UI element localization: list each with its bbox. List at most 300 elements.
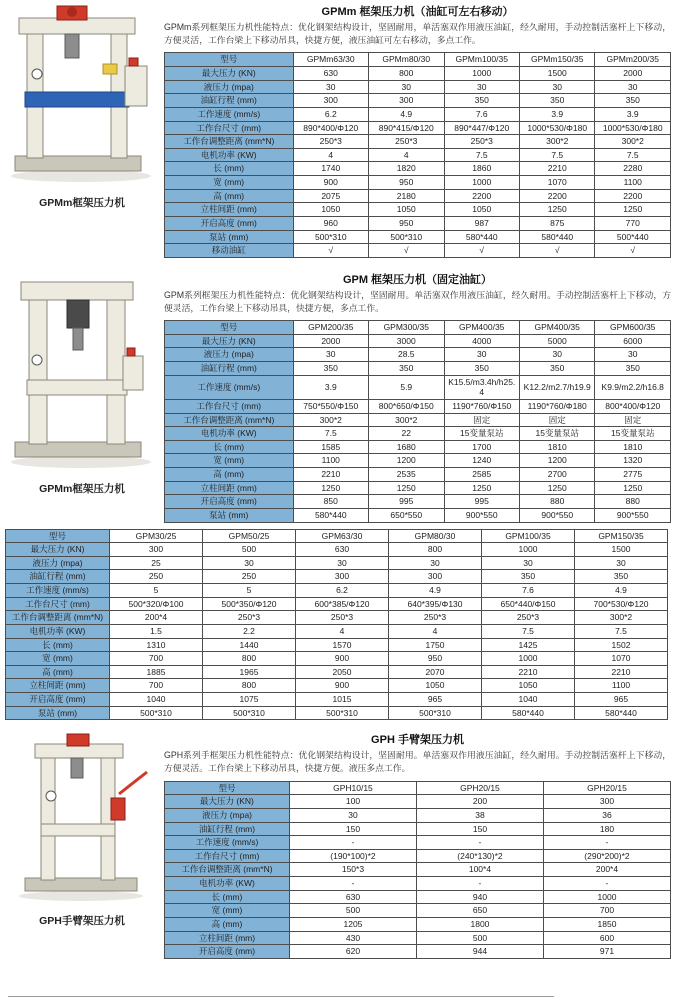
row-label-cell: 立柱间距 (mm) <box>165 203 294 217</box>
value-cell: 100 <box>289 795 416 809</box>
table-row <box>6 543 668 557</box>
value-cell: 300 <box>543 795 670 809</box>
value-cell: 2210 <box>293 468 368 482</box>
value-cell: 300 <box>296 570 389 584</box>
model-name-cell: GPMm150/35 <box>519 53 594 67</box>
value-cell: 950 <box>369 176 444 190</box>
value-cell: 250*3 <box>369 135 444 149</box>
value-cell: 25 <box>110 556 203 570</box>
value-cell: 28.5 <box>369 348 444 362</box>
value-cell: √ <box>293 244 368 258</box>
value-cell: 800*400/Φ120 <box>595 399 671 413</box>
value-cell: 2775 <box>595 468 671 482</box>
value-cell: 350 <box>444 362 519 376</box>
table-row <box>165 890 671 904</box>
row-label-cell: 宽 (mm) <box>165 454 294 468</box>
row-label-cell: 开启高度 (mm) <box>165 216 294 230</box>
value-cell: 700 <box>110 679 203 693</box>
value-cell: 30 <box>203 556 296 570</box>
row-label-cell: 最大压力 (KN) <box>165 67 294 81</box>
value-cell: 180 <box>543 822 670 836</box>
value-cell: 3.9 <box>595 107 671 121</box>
table-row <box>6 652 668 666</box>
value-cell: 1750 <box>389 638 482 652</box>
value-cell: 1440 <box>203 638 296 652</box>
value-cell: 875 <box>519 216 594 230</box>
value-cell: 1800 <box>416 917 543 931</box>
gpm-press-photo <box>0 272 164 477</box>
gph-press-photo <box>0 732 164 909</box>
row-label-cell: 长 (mm) <box>165 162 294 176</box>
table-row <box>165 230 671 244</box>
row-label-cell: 油缸行程 (mm) <box>6 570 110 584</box>
value-cell: 30 <box>444 80 519 94</box>
gph-photo-caption: GPH手臂架压力机 <box>39 915 125 928</box>
gpm-spec-table-host <box>164 320 671 522</box>
spec-table <box>164 781 671 959</box>
value-cell: (290*200)*2 <box>543 849 670 863</box>
value-cell: 4 <box>293 148 368 162</box>
row-label-cell: 工作台尺寸 (mm) <box>6 597 110 611</box>
value-cell: 1100 <box>595 176 671 190</box>
table-row <box>165 67 671 81</box>
row-label-cell: 开启高度 (mm) <box>165 945 290 959</box>
section-gph <box>0 728 673 959</box>
value-cell: 900 <box>293 176 368 190</box>
value-cell: 987 <box>444 216 519 230</box>
row-label-cell: 高 (mm) <box>165 468 294 482</box>
value-cell: 620 <box>289 945 416 959</box>
table-row <box>165 808 671 822</box>
value-cell: 800 <box>203 652 296 666</box>
value-cell: 1000 <box>482 652 575 666</box>
value-cell: 30 <box>595 348 671 362</box>
value-cell: 100*4 <box>416 863 543 877</box>
row-label-cell: 高 (mm) <box>165 189 294 203</box>
value-cell: 630 <box>289 890 416 904</box>
value-cell: 30 <box>575 556 668 570</box>
gph-section-description: GPH系列手框架压力机性能特点：优化钢架结构设计，坚固耐用。单活塞双作用液压油缸，经久耐用。手动控制活塞杆上下移动，方便灵活。工作台梁上下移动吊具，快捷方便。液压多点工作。 <box>164 750 671 774</box>
value-cell: 2210 <box>519 162 594 176</box>
value-cell: - <box>543 877 670 891</box>
value-cell: 800*650/Φ150 <box>369 399 444 413</box>
value-cell: 500*310 <box>110 706 203 720</box>
value-cell: 1820 <box>369 162 444 176</box>
value-cell: 150 <box>289 822 416 836</box>
value-cell: 250*3 <box>296 611 389 625</box>
value-cell: 500*320/Φ100 <box>110 597 203 611</box>
value-cell: 1250 <box>519 203 594 217</box>
value-cell: 30 <box>369 80 444 94</box>
table-row <box>165 822 671 836</box>
value-cell: 2200 <box>444 189 519 203</box>
value-cell: 1040 <box>482 693 575 707</box>
value-cell: 1190*760/Φ150 <box>444 399 519 413</box>
value-cell: 30 <box>289 808 416 822</box>
gph-press-illustration <box>7 732 157 904</box>
value-cell: 5 <box>203 584 296 598</box>
gpm-section-title: GPM 框架压力机（固定油缸） <box>342 273 493 286</box>
value-cell: 15变量泵站 <box>595 427 671 441</box>
value-cell: 固定 <box>519 413 594 427</box>
value-cell: 350 <box>519 94 594 108</box>
table-row <box>6 679 668 693</box>
value-cell: 350 <box>444 94 519 108</box>
row-label-cell: 液压力 (mpa) <box>165 808 290 822</box>
table-row <box>165 121 671 135</box>
model-column-header: 型号 <box>6 529 110 543</box>
table-header-row <box>165 781 671 795</box>
value-cell: 250 <box>110 570 203 584</box>
value-cell: 630 <box>296 543 389 557</box>
value-cell: 30 <box>519 80 594 94</box>
table-row <box>6 638 668 652</box>
value-cell: 1200 <box>519 454 594 468</box>
value-cell: 350 <box>595 94 671 108</box>
value-cell: 1500 <box>519 67 594 81</box>
value-cell: 7.6 <box>444 107 519 121</box>
value-cell: 30 <box>595 80 671 94</box>
value-cell: 300 <box>369 94 444 108</box>
value-cell: 30 <box>296 556 389 570</box>
value-cell: 1190*760/Φ180 <box>519 399 594 413</box>
value-cell: 500*310 <box>369 230 444 244</box>
value-cell: 3.9 <box>519 107 594 121</box>
value-cell: 4 <box>296 624 389 638</box>
value-cell: 5 <box>110 584 203 598</box>
value-cell: 1100 <box>575 679 668 693</box>
section-gpm <box>0 268 673 523</box>
value-cell: 1000 <box>482 543 575 557</box>
value-cell: 300 <box>110 543 203 557</box>
table-header-row <box>165 321 671 335</box>
value-cell: 1250 <box>595 481 671 495</box>
row-label-cell: 油缸行程 (mm) <box>165 362 294 376</box>
value-cell: 1040 <box>110 693 203 707</box>
row-label-cell: 最大压力 (KN) <box>6 543 110 557</box>
table-row <box>165 863 671 877</box>
value-cell: 5.9 <box>369 375 444 399</box>
gpm-photo-column <box>0 268 164 496</box>
row-label-cell: 油缸行程 (mm) <box>165 822 290 836</box>
value-cell: 6000 <box>595 334 671 348</box>
value-cell: 1570 <box>296 638 389 652</box>
value-cell: 1070 <box>519 176 594 190</box>
value-cell: 300*2 <box>595 135 671 149</box>
table-row <box>6 611 668 625</box>
value-cell: 580*440 <box>444 230 519 244</box>
value-cell: 600 <box>543 931 670 945</box>
value-cell: 1240 <box>444 454 519 468</box>
gpmm-spec-table-host <box>164 52 671 257</box>
row-label-cell: 泵站 (mm) <box>165 230 294 244</box>
value-cell: 300 <box>389 570 482 584</box>
value-cell: 1000*530/Φ180 <box>519 121 594 135</box>
value-cell: 1810 <box>595 440 671 454</box>
value-cell: 640*395/Φ130 <box>389 597 482 611</box>
value-cell: 500*310 <box>389 706 482 720</box>
value-cell: 2210 <box>482 665 575 679</box>
value-cell: 1050 <box>293 203 368 217</box>
gph-photo-column <box>0 728 164 928</box>
value-cell: 4 <box>389 624 482 638</box>
value-cell: 500*310 <box>293 230 368 244</box>
value-cell: 500 <box>289 904 416 918</box>
table-row <box>165 189 671 203</box>
row-label-cell: 工作台调整距离 (mm*N) <box>6 611 110 625</box>
gpmm-press-photo <box>0 4 164 191</box>
table-row <box>165 945 671 959</box>
row-label-cell: 电机功率 (KW) <box>6 624 110 638</box>
row-label-cell: 泵站 (mm) <box>6 706 110 720</box>
model-name-cell: GPMm63/30 <box>293 53 368 67</box>
table-row <box>6 597 668 611</box>
value-cell: 650 <box>416 904 543 918</box>
table-row <box>165 427 671 441</box>
value-cell: 995 <box>444 495 519 509</box>
value-cell: 1075 <box>203 693 296 707</box>
spec-table <box>5 529 668 721</box>
value-cell: K12.2/m2.7/h19.9 <box>519 375 594 399</box>
table-row <box>6 570 668 584</box>
value-cell: 890*415/Φ120 <box>369 121 444 135</box>
table-row <box>165 904 671 918</box>
value-cell: 350 <box>595 362 671 376</box>
table-row <box>165 454 671 468</box>
value-cell: 630 <box>293 67 368 81</box>
value-cell: 6.2 <box>293 107 368 121</box>
table-row <box>6 624 668 638</box>
value-cell: 1000 <box>444 67 519 81</box>
value-cell: 900 <box>296 652 389 666</box>
row-label-cell: 液压力 (mpa) <box>6 556 110 570</box>
table-row <box>6 706 668 720</box>
model-name-cell: GPM400/35 <box>519 321 594 335</box>
value-cell: 7.5 <box>482 624 575 638</box>
value-cell: 300 <box>293 94 368 108</box>
value-cell: 850 <box>293 495 368 509</box>
value-cell: 2210 <box>575 665 668 679</box>
value-cell: 15变量泵站 <box>519 427 594 441</box>
value-cell: 6.2 <box>296 584 389 598</box>
model-name-cell: GPM100/35 <box>482 529 575 543</box>
value-cell: 2180 <box>369 189 444 203</box>
value-cell: 4.9 <box>575 584 668 598</box>
value-cell: 1250 <box>369 481 444 495</box>
row-label-cell: 移动油缸 <box>165 244 294 258</box>
row-label-cell: 立柱间距 (mm) <box>165 931 290 945</box>
spec-table <box>164 52 671 257</box>
row-label-cell: 液压力 (mpa) <box>165 80 294 94</box>
table-row <box>165 849 671 863</box>
row-label-cell: 长 (mm) <box>165 890 290 904</box>
table-row <box>165 107 671 121</box>
value-cell: 5000 <box>519 334 594 348</box>
value-cell: 2280 <box>595 162 671 176</box>
value-cell: 300*2 <box>519 135 594 149</box>
value-cell: 500*440 <box>595 230 671 244</box>
value-cell: 2535 <box>369 468 444 482</box>
value-cell: 250*3 <box>293 135 368 149</box>
model-name-cell: GPM30/25 <box>110 529 203 543</box>
model-column-header: 型号 <box>165 53 294 67</box>
value-cell: 880 <box>595 495 671 509</box>
value-cell: - <box>416 836 543 850</box>
value-cell: 1250 <box>444 481 519 495</box>
value-cell: 900*550 <box>519 508 594 522</box>
value-cell: 430 <box>289 931 416 945</box>
table-row <box>165 348 671 362</box>
value-cell: 350 <box>482 570 575 584</box>
value-cell: 1700 <box>444 440 519 454</box>
value-cell: 890*400/Φ120 <box>293 121 368 135</box>
table-row <box>165 176 671 190</box>
value-cell: 7.5 <box>293 427 368 441</box>
value-cell: 580*440 <box>575 706 668 720</box>
value-cell: 2075 <box>293 189 368 203</box>
table-header-row <box>6 529 668 543</box>
table-row <box>165 94 671 108</box>
value-cell: √ <box>444 244 519 258</box>
row-label-cell: 立柱间距 (mm) <box>165 481 294 495</box>
value-cell: 944 <box>416 945 543 959</box>
bottom-divider <box>8 996 554 997</box>
model-column-header: 型号 <box>165 321 294 335</box>
value-cell: 1100 <box>293 454 368 468</box>
value-cell: 30 <box>293 80 368 94</box>
value-cell: 7.5 <box>575 624 668 638</box>
value-cell: 300*2 <box>369 413 444 427</box>
value-cell: 200*4 <box>110 611 203 625</box>
table-row <box>165 508 671 522</box>
value-cell: 1425 <box>482 638 575 652</box>
row-label-cell: 工作速度 (mm/s) <box>165 836 290 850</box>
value-cell: - <box>289 877 416 891</box>
row-label-cell: 长 (mm) <box>6 638 110 652</box>
value-cell: 1000 <box>444 176 519 190</box>
value-cell: 固定 <box>444 413 519 427</box>
value-cell: 350 <box>575 570 668 584</box>
value-cell: 150 <box>416 822 543 836</box>
row-label-cell: 电机功率 (KW) <box>165 148 294 162</box>
row-label-cell: 高 (mm) <box>6 665 110 679</box>
model-name-cell: GPM63/30 <box>296 529 389 543</box>
value-cell: 4000 <box>444 334 519 348</box>
value-cell: 250*3 <box>203 611 296 625</box>
row-label-cell: 宽 (mm) <box>6 652 110 666</box>
value-cell: 1250 <box>293 481 368 495</box>
value-cell: 1250 <box>519 481 594 495</box>
value-cell: 2700 <box>519 468 594 482</box>
value-cell: 1205 <box>289 917 416 931</box>
row-label-cell: 立柱间距 (mm) <box>6 679 110 693</box>
table-row <box>165 80 671 94</box>
value-cell: 22 <box>369 427 444 441</box>
value-cell: 2070 <box>389 665 482 679</box>
value-cell: 150*3 <box>289 863 416 877</box>
row-label-cell: 开启高度 (mm) <box>165 495 294 509</box>
value-cell: 300*2 <box>575 611 668 625</box>
table-row <box>165 468 671 482</box>
row-label-cell: 工作速度 (mm/s) <box>165 375 294 399</box>
table-row <box>6 584 668 598</box>
row-label-cell: 高 (mm) <box>165 917 290 931</box>
value-cell: 1050 <box>444 203 519 217</box>
value-cell: 1885 <box>110 665 203 679</box>
value-cell: 7.5 <box>444 148 519 162</box>
value-cell: 2000 <box>293 334 368 348</box>
value-cell: 1015 <box>296 693 389 707</box>
gpm-small-models-table-host <box>5 529 668 721</box>
table-row <box>165 495 671 509</box>
value-cell: 890*447/Φ120 <box>444 121 519 135</box>
table-row <box>165 440 671 454</box>
model-name-cell: GPH20/15 <box>543 781 670 795</box>
row-label-cell: 工作速度 (mm/s) <box>6 584 110 598</box>
value-cell: 965 <box>575 693 668 707</box>
value-cell: 1000*530/Φ180 <box>595 121 671 135</box>
table-row <box>165 836 671 850</box>
row-label-cell: 泵站 (mm) <box>165 508 294 522</box>
value-cell: 900*550 <box>595 508 671 522</box>
value-cell: 500*310 <box>296 706 389 720</box>
model-column-header: 型号 <box>165 781 290 795</box>
value-cell: 1850 <box>543 917 670 931</box>
value-cell: √ <box>519 244 594 258</box>
value-cell: 770 <box>595 216 671 230</box>
value-cell: √ <box>595 244 671 258</box>
gpm-content-column <box>164 268 673 523</box>
value-cell: 7.6 <box>482 584 575 598</box>
value-cell: 800 <box>369 67 444 81</box>
value-cell: 4 <box>369 148 444 162</box>
value-cell: (240*130)*2 <box>416 849 543 863</box>
value-cell: 500 <box>203 543 296 557</box>
table-row <box>165 216 671 230</box>
row-label-cell: 电机功率 (KW) <box>165 427 294 441</box>
value-cell: 580*440 <box>482 706 575 720</box>
model-name-cell: GPM300/35 <box>369 321 444 335</box>
value-cell: 1680 <box>369 440 444 454</box>
row-label-cell: 工作台尺寸 (mm) <box>165 399 294 413</box>
value-cell: 30 <box>444 348 519 362</box>
value-cell: 250*3 <box>389 611 482 625</box>
value-cell: 36 <box>543 808 670 822</box>
value-cell: 500*350/Φ120 <box>203 597 296 611</box>
model-name-cell: GPH20/15 <box>416 781 543 795</box>
table-row <box>165 135 671 149</box>
table-row <box>165 795 671 809</box>
gpm-photo-caption: GPMm框架压力机 <box>39 482 125 495</box>
model-name-cell: GPMm100/35 <box>444 53 519 67</box>
row-label-cell: 工作速度 (mm/s) <box>165 107 294 121</box>
model-name-cell: GPM150/35 <box>575 529 668 543</box>
value-cell: 7.5 <box>519 148 594 162</box>
table-row <box>165 162 671 176</box>
table-row <box>6 665 668 679</box>
gph-section-title: GPH 手臂架压力机 <box>371 734 464 747</box>
row-label-cell: 工作台调整距离 (mm*N) <box>165 863 290 877</box>
table-row <box>165 481 671 495</box>
model-name-cell: GPM80/30 <box>389 529 482 543</box>
value-cell: 880 <box>519 495 594 509</box>
value-cell: 4.9 <box>389 584 482 598</box>
value-cell: 500 <box>416 931 543 945</box>
value-cell: 1050 <box>482 679 575 693</box>
value-cell: 30 <box>389 556 482 570</box>
value-cell: 30 <box>293 348 368 362</box>
row-label-cell: 工作台调整距离 (mm*N) <box>165 135 294 149</box>
